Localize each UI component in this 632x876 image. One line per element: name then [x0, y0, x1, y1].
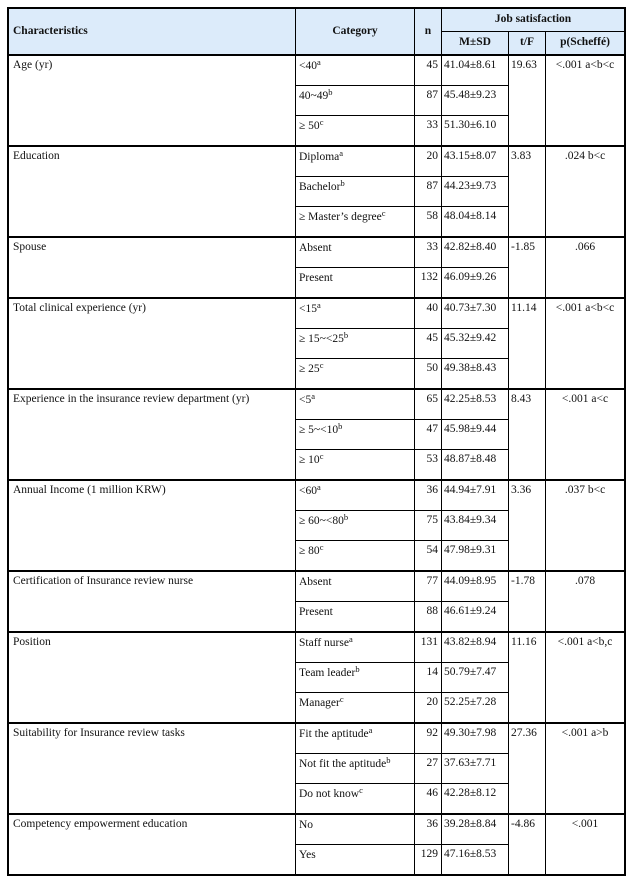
group-superscript: c: [381, 208, 386, 218]
n-cell: 33: [415, 116, 442, 147]
n-cell: 77: [415, 571, 442, 602]
header-tf: t/F: [509, 32, 546, 56]
tf-cell: -4.86: [509, 814, 546, 875]
msd-cell: 43.15±8.07: [442, 146, 509, 177]
n-cell: 36: [415, 480, 442, 511]
job-satisfaction-table: [7, 7, 626, 876]
p-scheffe-cell: .037 b<c: [546, 480, 626, 571]
table-row: [8, 632, 625, 663]
group-superscript: b: [340, 178, 345, 188]
category-cell: [296, 329, 415, 359]
msd-cell: 51.30±6.10: [442, 116, 509, 147]
table-row: [8, 723, 625, 754]
n-cell: 58: [415, 207, 442, 238]
msd-cell: 45.32±9.42: [442, 329, 509, 359]
group-superscript: b: [343, 330, 349, 340]
msd-cell: 44.23±9.73: [442, 177, 509, 207]
tf-cell: 19.63: [509, 55, 546, 146]
tf-cell: 11.14: [509, 298, 546, 389]
category-cell: [296, 784, 415, 815]
group-superscript: b: [328, 87, 333, 97]
group-superscript: c: [319, 117, 324, 127]
category-label: <40: [299, 60, 317, 72]
table-row: [8, 571, 625, 602]
table-body: [8, 55, 625, 875]
tf-cell: 11.16: [509, 632, 546, 723]
category-cell: [296, 723, 415, 754]
group-superscript: b: [355, 664, 360, 674]
n-cell: 88: [415, 602, 442, 633]
group-superscript: a: [317, 300, 321, 310]
msd-cell: 45.98±9.44: [442, 420, 509, 450]
msd-cell: 46.09±9.26: [442, 268, 509, 299]
p-scheffe-cell: <.001 a<b<c: [546, 298, 626, 389]
category-label: Bachelor: [299, 181, 341, 193]
msd-cell: 43.82±8.94: [442, 632, 509, 663]
category-cell: [296, 814, 415, 845]
tf-cell: 8.43: [509, 389, 546, 480]
category-cell: [296, 693, 415, 724]
category-cell: [296, 116, 415, 147]
table-row: [8, 480, 625, 511]
category-cell: [296, 86, 415, 116]
header-characteristics: Characteristics: [8, 8, 296, 55]
category-cell: [296, 298, 415, 329]
header-category: Category: [296, 8, 415, 55]
n-cell: 87: [415, 86, 442, 116]
msd-cell: 42.82±8.40: [442, 237, 509, 268]
n-cell: 75: [415, 511, 442, 541]
category-label: Diploma: [299, 151, 340, 163]
group-superscript: c: [319, 542, 324, 552]
category-label: Manager: [299, 697, 340, 709]
category-cell: [296, 571, 415, 602]
category-cell: [296, 177, 415, 207]
msd-cell: 47.16±8.53: [442, 845, 509, 876]
category-cell: [296, 511, 415, 541]
n-cell: 20: [415, 693, 442, 724]
p-scheffe-cell: <.001 a<b,c: [546, 632, 626, 723]
category-cell: [296, 359, 415, 390]
characteristic-cell: Age (yr): [8, 55, 296, 146]
characteristic-cell: Total clinical experience (yr): [8, 298, 296, 389]
n-cell: 65: [415, 389, 442, 420]
group-superscript: a: [339, 148, 344, 158]
n-cell: 36: [415, 814, 442, 845]
category-label: Absent: [299, 242, 332, 254]
msd-cell: 49.38±8.43: [442, 359, 509, 390]
msd-cell: 46.61±9.24: [442, 602, 509, 633]
table-row: [8, 55, 625, 86]
category-label: Do not know: [299, 788, 360, 800]
msd-cell: 47.98±9.31: [442, 541, 509, 572]
msd-cell: 52.25±7.28: [442, 693, 509, 724]
n-cell: 50: [415, 359, 442, 390]
category-cell: [296, 146, 415, 177]
table-row: [8, 298, 625, 329]
p-scheffe-cell: <.001 a<b<c: [546, 55, 626, 146]
tf-cell: 3.83: [509, 146, 546, 237]
n-cell: 92: [415, 723, 442, 754]
category-cell: [296, 55, 415, 86]
category-cell: [296, 632, 415, 663]
category-label: Present: [299, 606, 333, 618]
table-row: [8, 146, 625, 177]
msd-cell: 41.04±8.61: [442, 55, 509, 86]
category-label: ≥ Master’s degree: [299, 211, 382, 223]
group-superscript: a: [348, 634, 353, 644]
characteristic-cell: Position: [8, 632, 296, 723]
category-cell: [296, 541, 415, 572]
characteristic-cell: Annual Income (1 million KRW): [8, 480, 296, 571]
n-cell: 131: [415, 632, 442, 663]
group-superscript: c: [359, 785, 363, 795]
category-label: Present: [299, 272, 333, 284]
msd-cell: 45.48±9.23: [442, 86, 509, 116]
tf-cell: 3.36: [509, 480, 546, 571]
n-cell: 129: [415, 845, 442, 876]
category-cell: [296, 602, 415, 633]
category-label: 40~49: [299, 90, 329, 102]
p-scheffe-cell: .078: [546, 571, 626, 632]
characteristic-cell: Suitability for Insurance review tasks: [8, 723, 296, 814]
n-cell: 45: [415, 55, 442, 86]
category-cell: [296, 207, 415, 238]
table-row: [8, 814, 625, 845]
category-cell: [296, 663, 415, 693]
characteristic-cell: Certification of Insurance review nurse: [8, 571, 296, 632]
header-msd: M±SD: [442, 32, 509, 56]
n-cell: 87: [415, 177, 442, 207]
msd-cell: 40.73±7.30: [442, 298, 509, 329]
msd-cell: 37.63±7.71: [442, 754, 509, 784]
category-label: Absent: [299, 576, 332, 588]
category-label: ≥ 25: [299, 363, 320, 375]
category-label: <60: [299, 485, 317, 497]
n-cell: 20: [415, 146, 442, 177]
msd-cell: 48.04±8.14: [442, 207, 509, 238]
category-label: No: [299, 819, 314, 831]
category-label: <15: [299, 303, 317, 315]
n-cell: 40: [415, 298, 442, 329]
category-label: ≥ 15~<25: [299, 333, 344, 345]
category-label: Fit the aptitude: [299, 728, 369, 740]
group-superscript: a: [311, 391, 316, 401]
category-cell: [296, 389, 415, 420]
group-superscript: b: [343, 512, 349, 522]
tf-cell: 27.36: [509, 723, 546, 814]
group-superscript: c: [319, 451, 324, 461]
category-label: ≥ 5~<10: [299, 424, 339, 436]
msd-cell: 44.94±7.91: [442, 480, 509, 511]
group-superscript: c: [339, 694, 344, 704]
category-cell: [296, 268, 415, 299]
characteristic-cell: Competency empowerment education: [8, 814, 296, 875]
header-p-scheffe: p(Scheffé): [546, 32, 626, 56]
p-scheffe-cell: .066: [546, 237, 626, 298]
category-label: ≥ 10: [299, 454, 320, 466]
header-job-satisfaction: Job satisfaction: [442, 8, 626, 32]
group-superscript: b: [338, 421, 343, 431]
category-cell: [296, 237, 415, 268]
category-label: Team leader: [299, 667, 356, 679]
table-row: [8, 237, 625, 268]
n-cell: 33: [415, 237, 442, 268]
msd-cell: 44.09±8.95: [442, 571, 509, 602]
category-cell: [296, 450, 415, 481]
n-cell: 14: [415, 663, 442, 693]
category-label: <5: [299, 394, 312, 406]
category-cell: [296, 754, 415, 784]
group-superscript: b: [386, 755, 391, 765]
n-cell: 54: [415, 541, 442, 572]
p-scheffe-cell: <.001 a>b: [546, 723, 626, 814]
category-label: Not fit the aptitude: [299, 758, 387, 770]
msd-cell: 42.25±8.53: [442, 389, 509, 420]
group-superscript: a: [317, 482, 321, 492]
n-cell: 132: [415, 268, 442, 299]
tf-cell: -1.78: [509, 571, 546, 632]
category-label: ≥ 50: [299, 120, 320, 132]
msd-cell: 48.87±8.48: [442, 450, 509, 481]
n-cell: 53: [415, 450, 442, 481]
msd-cell: 39.28±8.84: [442, 814, 509, 845]
header-n: n: [415, 8, 442, 55]
n-cell: 27: [415, 754, 442, 784]
table-row: [8, 389, 625, 420]
category-cell: [296, 420, 415, 450]
characteristic-cell: Education: [8, 146, 296, 237]
msd-cell: 49.30±7.98: [442, 723, 509, 754]
category-label: ≥ 80: [299, 545, 320, 557]
group-superscript: a: [317, 57, 321, 67]
group-superscript: a: [368, 725, 373, 735]
category-cell: [296, 480, 415, 511]
category-label: Staff nurse: [299, 637, 349, 649]
group-superscript: c: [319, 360, 324, 370]
msd-cell: 50.79±7.47: [442, 663, 509, 693]
p-scheffe-cell: .024 b<c: [546, 146, 626, 237]
category-label: ≥ 60~<80: [299, 515, 344, 527]
p-scheffe-cell: <.001 a<c: [546, 389, 626, 480]
characteristic-cell: Spouse: [8, 237, 296, 298]
tf-cell: -1.85: [509, 237, 546, 298]
msd-cell: 42.28±8.12: [442, 784, 509, 815]
category-cell: [296, 845, 415, 876]
n-cell: 47: [415, 420, 442, 450]
table-header: [8, 8, 625, 55]
n-cell: 45: [415, 329, 442, 359]
p-scheffe-cell: <.001: [546, 814, 626, 875]
msd-cell: 43.84±9.34: [442, 511, 509, 541]
category-label: Yes: [299, 849, 316, 861]
characteristic-cell: Experience in the insurance review department (yr): [8, 389, 296, 480]
n-cell: 46: [415, 784, 442, 815]
